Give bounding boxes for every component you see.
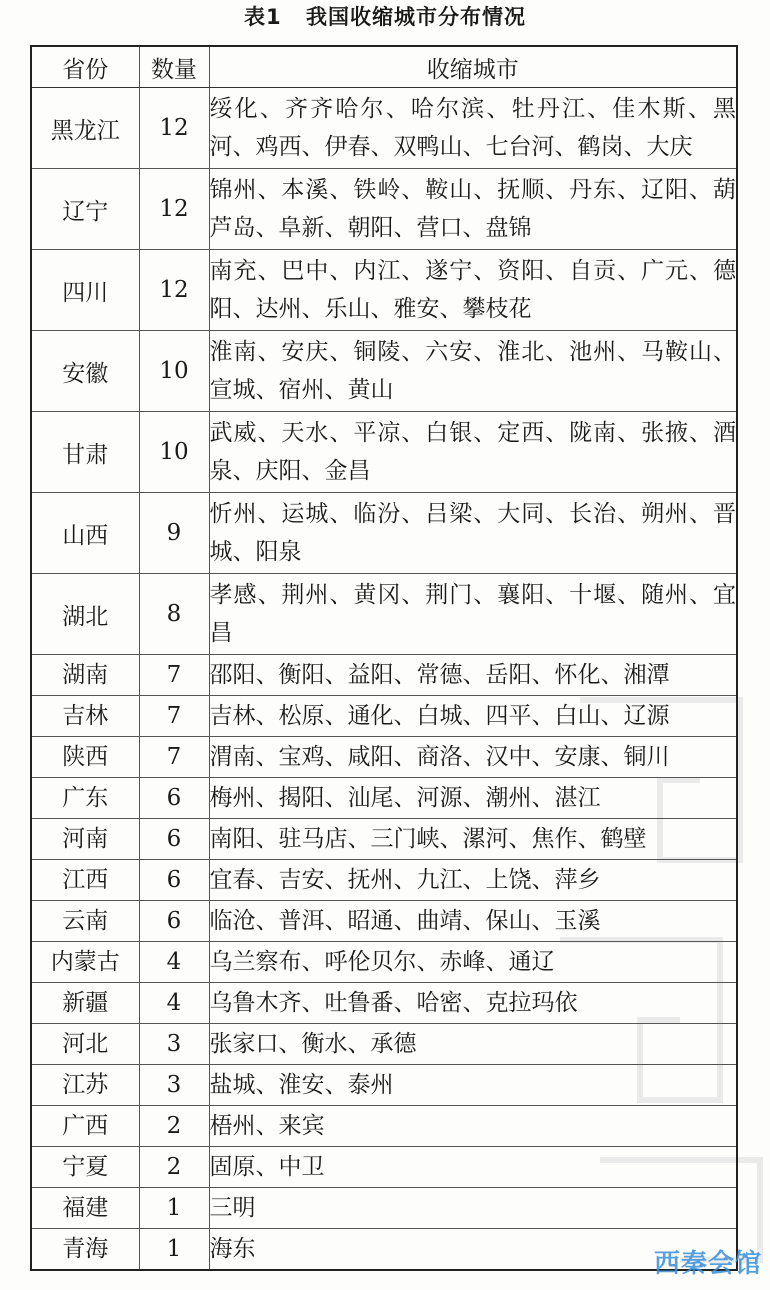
count-cell: 12 [139, 169, 209, 250]
cities-cell: 海东 [209, 1229, 737, 1271]
count-cell: 10 [139, 331, 209, 412]
province-cell: 陕西 [31, 737, 139, 778]
count-cell: 6 [139, 778, 209, 819]
province-cell: 甘肃 [31, 412, 139, 493]
count-cell: 12 [139, 88, 209, 169]
table-row [31, 1065, 737, 1106]
cities-cell: 绥化、齐齐哈尔、哈尔滨、牡丹江、佳木斯、黑河、鸡西、伊春、双鸭山、七台河、鹤岗、大庆 [209, 88, 737, 169]
header-cities: 收缩城市 [209, 46, 737, 88]
count-cell: 10 [139, 412, 209, 493]
count-cell: 9 [139, 493, 209, 574]
table-row [31, 778, 737, 819]
caption-label: 表1 [244, 5, 282, 29]
province-cell: 四川 [31, 250, 139, 331]
province-cell: 云南 [31, 901, 139, 942]
cities-cell: 临沧、普洱、昭通、曲靖、保山、玉溪 [209, 901, 737, 942]
count-cell: 12 [139, 250, 209, 331]
cities-cell: 梅州、揭阳、汕尾、河源、潮州、湛江 [209, 778, 737, 819]
table-row [31, 412, 737, 493]
table-row [31, 574, 737, 655]
table-row [31, 88, 737, 169]
province-cell: 内蒙古 [31, 942, 139, 983]
count-cell: 4 [139, 942, 209, 983]
table-row [31, 860, 737, 901]
count-cell: 2 [139, 1106, 209, 1147]
table-row [31, 942, 737, 983]
table-row [31, 655, 737, 696]
province-cell: 湖北 [31, 574, 139, 655]
province-cell: 山西 [31, 493, 139, 574]
province-cell: 青海 [31, 1229, 139, 1271]
header-province: 省份 [31, 46, 139, 88]
province-cell: 宁夏 [31, 1147, 139, 1188]
province-cell: 湖南 [31, 655, 139, 696]
cities-cell: 南充、巴中、内江、遂宁、资阳、自贡、广元、德阳、达州、乐山、雅安、攀枝花 [209, 250, 737, 331]
table-row [31, 901, 737, 942]
table-row [31, 737, 737, 778]
cities-cell: 张家口、衡水、承德 [209, 1024, 737, 1065]
table-row [31, 250, 737, 331]
caption-title: 我国收缩城市分布情况 [305, 5, 526, 29]
count-cell: 4 [139, 983, 209, 1024]
province-cell: 河北 [31, 1024, 139, 1065]
cities-cell: 淮南、安庆、铜陵、六安、淮北、池州、马鞍山、宣城、宿州、黄山 [209, 331, 737, 412]
table-row [31, 1106, 737, 1147]
cities-cell: 梧州、来宾 [209, 1106, 737, 1147]
table-row [31, 493, 737, 574]
shrinking-cities-table [30, 45, 738, 1271]
province-cell: 新疆 [31, 983, 139, 1024]
count-cell: 1 [139, 1188, 209, 1229]
province-cell: 广西 [31, 1106, 139, 1147]
province-cell: 江苏 [31, 1065, 139, 1106]
cities-cell: 固原、中卫 [209, 1147, 737, 1188]
cities-cell: 乌鲁木齐、吐鲁番、哈密、克拉玛依 [209, 983, 737, 1024]
table-row [31, 1188, 737, 1229]
cities-cell: 武威、天水、平凉、白银、定西、陇南、张掖、酒泉、庆阳、金昌 [209, 412, 737, 493]
table-row [31, 696, 737, 737]
count-cell: 6 [139, 860, 209, 901]
cities-cell: 渭南、宝鸡、咸阳、商洛、汉中、安康、铜川 [209, 737, 737, 778]
province-cell: 江西 [31, 860, 139, 901]
count-cell: 3 [139, 1065, 209, 1106]
table-row [31, 819, 737, 860]
count-cell: 3 [139, 1024, 209, 1065]
cities-cell: 南阳、驻马店、三门峡、漯河、焦作、鹤壁 [209, 819, 737, 860]
table-caption [0, 0, 770, 36]
table-row [31, 983, 737, 1024]
table-row [31, 331, 737, 412]
count-cell: 6 [139, 819, 209, 860]
table-row [31, 1024, 737, 1065]
table-row [31, 169, 737, 250]
cities-cell: 忻州、运城、临汾、吕梁、大同、长治、朔州、晋城、阳泉 [209, 493, 737, 574]
count-cell: 6 [139, 901, 209, 942]
province-cell: 辽宁 [31, 169, 139, 250]
province-cell: 广东 [31, 778, 139, 819]
province-cell: 福建 [31, 1188, 139, 1229]
cities-cell: 乌兰察布、呼伦贝尔、赤峰、通辽 [209, 942, 737, 983]
count-cell: 7 [139, 696, 209, 737]
count-cell: 2 [139, 1147, 209, 1188]
count-cell: 1 [139, 1229, 209, 1271]
cities-cell: 孝感、荆州、黄冈、荆门、襄阳、十堰、随州、宜昌 [209, 574, 737, 655]
count-cell: 7 [139, 655, 209, 696]
table-row [31, 1229, 737, 1271]
cities-cell: 三明 [209, 1188, 737, 1229]
table-row [31, 1147, 737, 1188]
count-cell: 7 [139, 737, 209, 778]
header-count: 数量 [139, 46, 209, 88]
province-cell: 河南 [31, 819, 139, 860]
watermark-logo: 西秦会馆 [653, 1249, 762, 1279]
province-cell: 黑龙江 [31, 88, 139, 169]
table-header-row [31, 46, 737, 88]
cities-cell: 吉林、松原、通化、白城、四平、白山、辽源 [209, 696, 737, 737]
count-cell: 8 [139, 574, 209, 655]
province-cell: 安徽 [31, 331, 139, 412]
cities-cell: 锦州、本溪、铁岭、鞍山、抚顺、丹东、辽阳、葫芦岛、阜新、朝阳、营口、盘锦 [209, 169, 737, 250]
cities-cell: 宜春、吉安、抚州、九江、上饶、萍乡 [209, 860, 737, 901]
cities-cell: 盐城、淮安、泰州 [209, 1065, 737, 1106]
cities-cell: 邵阳、衡阳、益阳、常德、岳阳、怀化、湘潭 [209, 655, 737, 696]
province-cell: 吉林 [31, 696, 139, 737]
